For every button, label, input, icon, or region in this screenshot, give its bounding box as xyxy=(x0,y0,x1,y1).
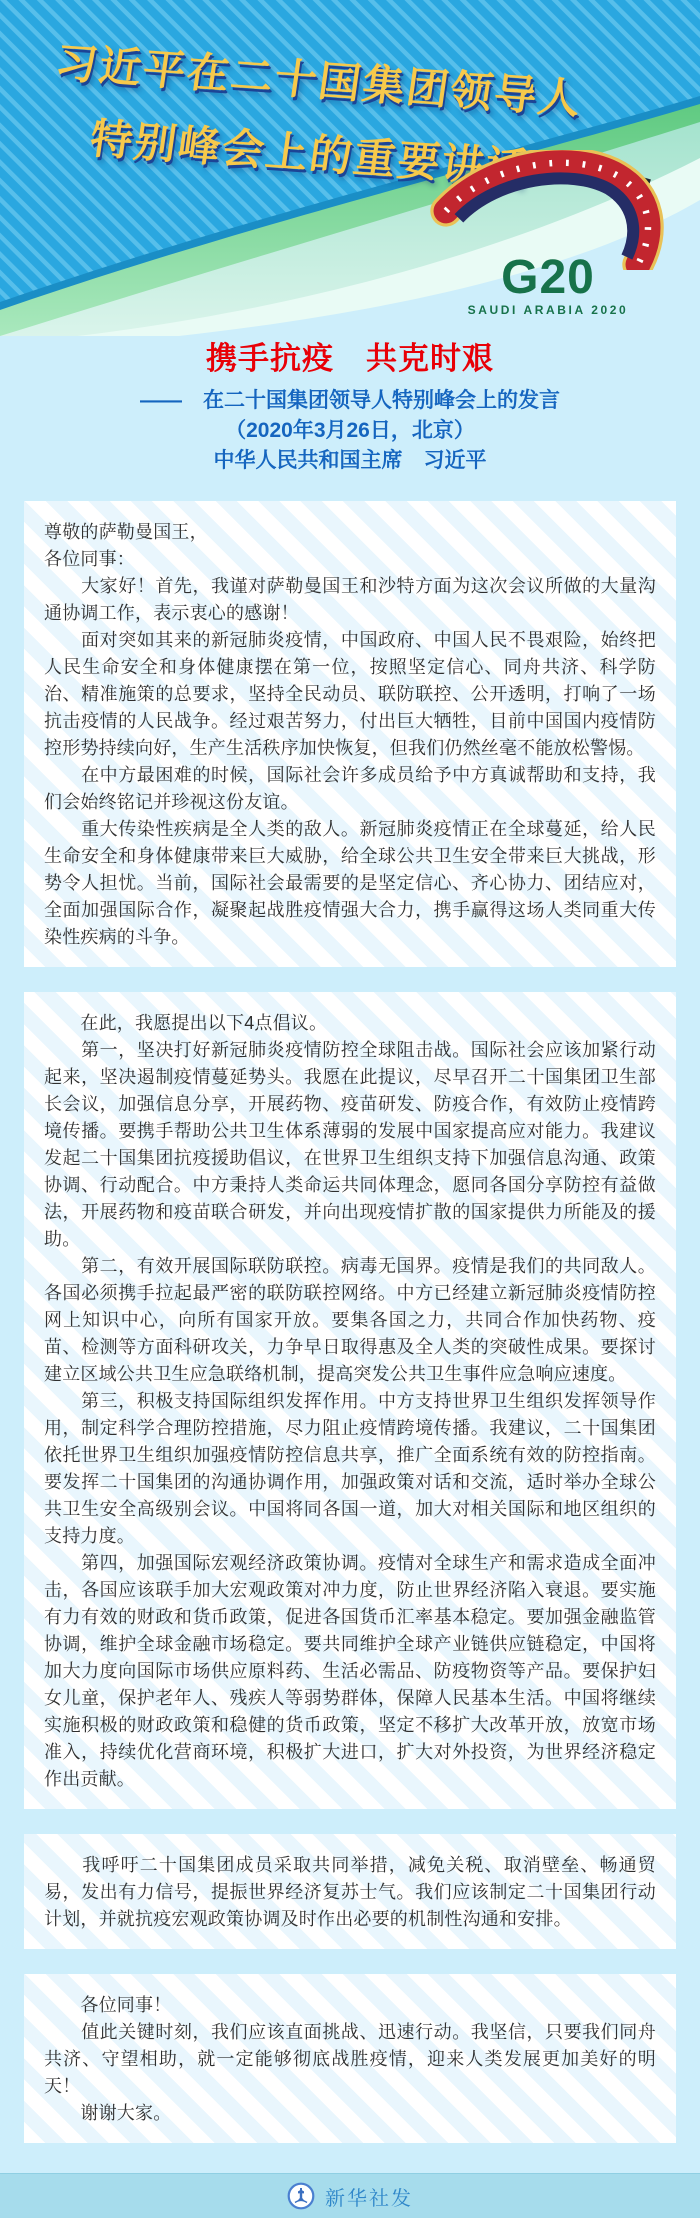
footer-credit-label: 新华社发 xyxy=(325,2187,413,2210)
paragraph: 第三，积极支持国际组织发挥作用。中方支持世界卫生组织发挥领导作用，制定科学合理防控措施，尽力阻止疫情跨境传播。我建议，二十国集团依托世界卫生组织加强疫情防控信息共享，推广全面系统有效的防控指南。要发挥二十国集团的沟通协调作用，加强政策对话和交流，适时举办全球公共卫生安全高级别会议。中国将同各国一道，加大对相关国际和地区组织的支持力度。 xyxy=(44,1391,656,1546)
speech-panel-appeal xyxy=(24,1834,676,1949)
xinhua-emblem-icon xyxy=(287,2182,315,2210)
paragraph: 重大传染性疾病是全人类的敌人。新冠肺炎疫情正在全球蔓延，给人民生命安全和身体健康带来巨大威胁，给全球公共卫生安全带来巨大挑战，形势令人担忧。当前，国际社会最需要的是坚定信心、齐心协力、团结应对，全面加强国际合作，凝聚起战胜疫情强大合力，携手赢得这场人类同重大传染性疾病的斗争。 xyxy=(44,819,656,947)
speech-panel-closing xyxy=(24,1974,676,2143)
paragraph: 在中方最困难的时候，国际社会许多成员给予中方真诚帮助和支持，我们会始终铭记并珍视这份友谊。 xyxy=(44,765,656,812)
speech-subtitle: —— 在二十国集团领导人特别峰会上的发言 xyxy=(140,389,560,412)
paragraph: 大家好！首先，我谨对萨勒曼国王和沙特方面为这次会议所做的大量沟通协调工作，表示衷心的感谢！ xyxy=(44,576,656,623)
speech-content xyxy=(0,501,700,2143)
paragraph: 各位同事！ xyxy=(44,1995,172,2015)
paragraph: 尊敬的萨勒曼国王， xyxy=(44,522,208,542)
intro-titles xyxy=(0,336,700,476)
speech-date-place: （2020年3月26日，北京） xyxy=(225,419,475,442)
speech-panel-proposals xyxy=(24,992,676,1809)
g20-wordmark: G20 xyxy=(501,251,595,304)
paragraph: 谢谢大家。 xyxy=(44,2103,172,2123)
paragraph: 我呼吁二十国集团成员采取共同举措，减免关税、取消壁垒、畅通贸易，发出有力信号，提振世界经济复苏士气。我们应该制定二十国集团行动计划，并就抗疫宏观政策协调及时作出必要的机制性沟通和安排。 xyxy=(44,1855,656,1929)
paragraph: 第一，坚决打好新冠肺炎疫情防控全球阻击战。国际社会应该加紧行动起来，坚决遏制疫情蔓延势头。我愿在此提议，尽早召开二十国集团卫生部长会议，加强信息分享，开展药物、疫苗研发、防疫合作，有效防止疫情跨境传播。要携手帮助公共卫生体系薄弱的发展中国家提高应对能力。我建议发起二十国集团抗疫援助倡议，在世界卫生组织支持下加强信息沟通、政策协调、行动配合。中方秉持人类命运共同体理念，愿同各国分享防控有益做法，开展药物和疫苗联合研发，并向出现疫情扩散的国家提供力所能及的援助。 xyxy=(44,1040,656,1249)
speech-author: 中华人民共和国主席 习近平 xyxy=(213,449,487,472)
footer xyxy=(0,2173,700,2218)
hero-title-line1: 习近平在二十国集团领导人 xyxy=(52,38,586,123)
g20-logo xyxy=(420,150,676,317)
speech-panel-opening xyxy=(24,501,676,967)
hero-title-line2: 特别峰会上的重要讲话 xyxy=(87,114,533,193)
paragraph: 各位同事： xyxy=(44,549,135,569)
paragraph: 值此关键时刻，我们应该直面挑战、迅速行动。我坚信，只要我们同舟共济、守望相助，就一定能够彻底战胜疫情，迎来人类发展更加美好的明天！ xyxy=(44,2022,656,2096)
g20-host-label: SAUDI ARABIA 2020 xyxy=(467,303,629,317)
speech-headline: 携手抗疫 共克时艰 xyxy=(206,341,494,376)
paragraph: 面对突如其来的新冠肺炎疫情，中国政府、中国人民不畏艰险，始终把人民生命安全和身体健康摆在第一位，按照坚定信心、同舟共济、科学防治、精准施策的总要求，坚持全民动员、联防联控、公开透明，打响了一场抗击疫情的人民战争。经过艰苦努力，付出巨大牺牲，目前中国国内疫情防控形势持续向好，生产生活秩序加快恢复，但我们仍然丝毫不能放松警惕。 xyxy=(44,630,656,758)
hero-header xyxy=(0,0,700,336)
paragraph: 第二，有效开展国际联防联控。病毒无国界。疫情是我们的共同敌人。各国必须携手拉起最严密的联防联控网络。中方已经建立新冠肺炎疫情防控网上知识中心，向所有国家开放。要集各国之力，共同合作加快药物、疫苗、检测等方面科研攻关，力争早日取得惠及全人类的突破性成果。要探讨建立区域公共卫生应急联络机制，提高突发公共卫生事件应急响应速度。 xyxy=(44,1256,656,1384)
paragraph: 在此，我愿提出以下4点倡议。 xyxy=(44,1013,328,1033)
paragraph: 第四，加强国际宏观经济政策协调。疫情对全球生产和需求造成全面冲击，各国应该联手加大宏观政策对冲力度，防止世界经济陷入衰退。要实施有力有效的财政和货币政策，促进各国货币汇率基本稳定。要加强金融监管协调，维护全球金融市场稳定。要共同维护全球产业链供应链稳定，中国将加大力度向国际市场供应原料药、生活必需品、防疫物资等产品。要保护妇女儿童，保护老年人、残疾人等弱势群体，保障人民基本生活。中国将继续实施积极的财政政策和稳健的货币政策，坚定不移扩大改革开放，放宽市场准入，持续优化营商环境，积极扩大进口，扩大对外投资，为世界经济稳定作出贡献。 xyxy=(44,1553,656,1789)
footer-spacer xyxy=(0,2143,700,2173)
